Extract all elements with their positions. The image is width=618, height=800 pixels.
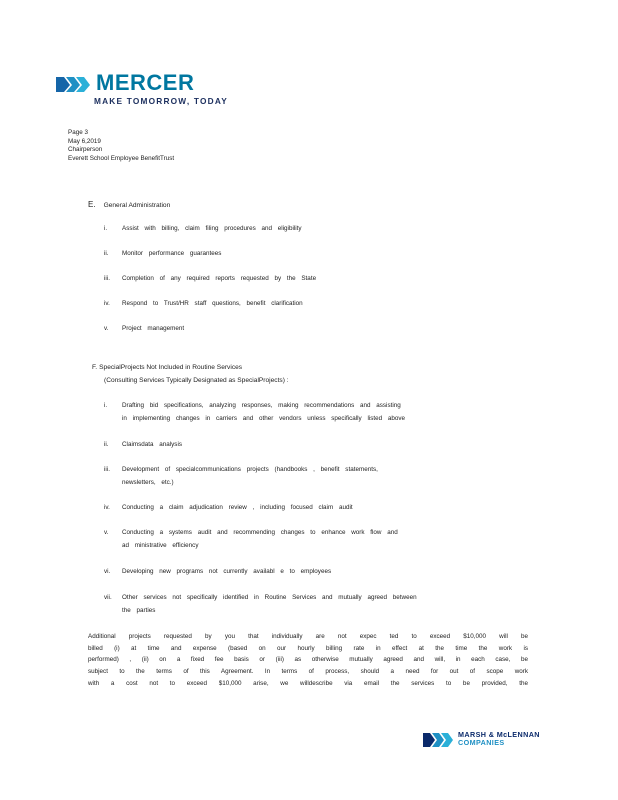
item-line: Conducting a systems audit and recommending changes to enhance work flow and [122,529,398,536]
item-text: Developing new programs not currently availabl e to employees [122,568,332,575]
mercer-logo-icon [56,74,90,92]
footer-wordmark [458,731,540,747]
page-meta [68,129,174,163]
section-title: SpecialProjects Not Included in Routine Services [99,364,243,371]
item-text: Monitor performance guarantees [122,250,222,257]
item-number: iv. [104,504,110,511]
organization: Everett School Employee BenefitTrust [68,154,175,162]
item-line: the parties [122,606,156,614]
footer-line: COMPANIES [458,738,505,747]
item-number: i. [104,225,108,232]
tagline: MAKE TOMORROW, TODAY [94,96,229,106]
section-f-subtitle: (Consulting Services Typically Designated as SpecialProjects) : [104,377,289,384]
section-letter: E. [88,200,96,209]
item-line: Drafting bid specifications, analyzing responses, making recommendations and assisting [122,402,401,409]
item-text [122,527,398,552]
item-text: Claimsdata analysis [122,441,182,448]
section-title: General Administration [103,202,171,209]
paragraph-line: subject to the terms of this Agreement. In terms of process, should a need for out of scope work [88,668,528,676]
recipient: Chairperson [68,146,103,154]
page-number: Page 3 [68,129,88,136]
item-text [122,400,405,425]
item-line: Development of specialcommunications projects (handbooks , benefit statements, [122,466,378,473]
item-line: newsletters, etc.) [122,478,174,486]
paragraph-line: billed (i) at time and expense (based on our hourly billing rate in effect at the time the work is [88,644,528,652]
item-text [122,464,378,489]
item-number: v. [104,325,109,332]
paragraph-line: performed) , (ii) on a fixed fee basis or (iii) as otherwise mutually agreed and will, in each case, be [88,656,528,664]
item-number: vi. [104,568,111,575]
item-number: v. [104,529,109,536]
item-number: i. [104,402,108,409]
closing-paragraph [88,631,528,690]
section-f-heading [92,364,242,371]
marsh-mclennan-logo [423,731,540,747]
item-number: iii. [104,466,110,473]
item-line: ad ministrative efficiency [122,541,199,549]
section-letter: F. [92,364,98,371]
section-e-heading [88,200,170,209]
item-text: Completion of any required reports requested by the State [122,275,317,282]
item-line: Other services not specifically identified in Routine Services and mutually agreed between [122,594,417,601]
item-text [122,592,417,617]
item-number: ii. [104,441,109,448]
item-number: iii. [104,275,110,282]
paragraph-line: Additional projects requested by you that individually are not expec ted to exceed $10,000 will be [88,633,528,640]
paragraph-line: with a cost not to exceed $10,000 arise, we willdescribe via email the services to be provided, the [88,679,528,687]
item-number: iv. [104,300,110,307]
item-number: ii. [104,250,109,257]
item-line: in implementing changes in carriers and other vendors unless specifically listed above [122,414,406,422]
item-text: Conducting a claim adjudication review , including focused claim audit [122,504,353,511]
logo-wordmark: MERCER [96,70,195,95]
item-text: Assist with billing, claim filing procedures and eligibility [122,225,302,232]
item-number: vii. [104,594,112,601]
date: May 6,2019 [68,137,101,145]
marsh-mclennan-logo-icon [423,731,453,747]
mercer-logo [56,72,194,94]
footer-line: MARSH & McLENNAN [458,730,540,739]
item-text: Project management [122,325,185,332]
item-text: Respond to Trust/HR staff questions, benefit clarification [122,300,303,307]
